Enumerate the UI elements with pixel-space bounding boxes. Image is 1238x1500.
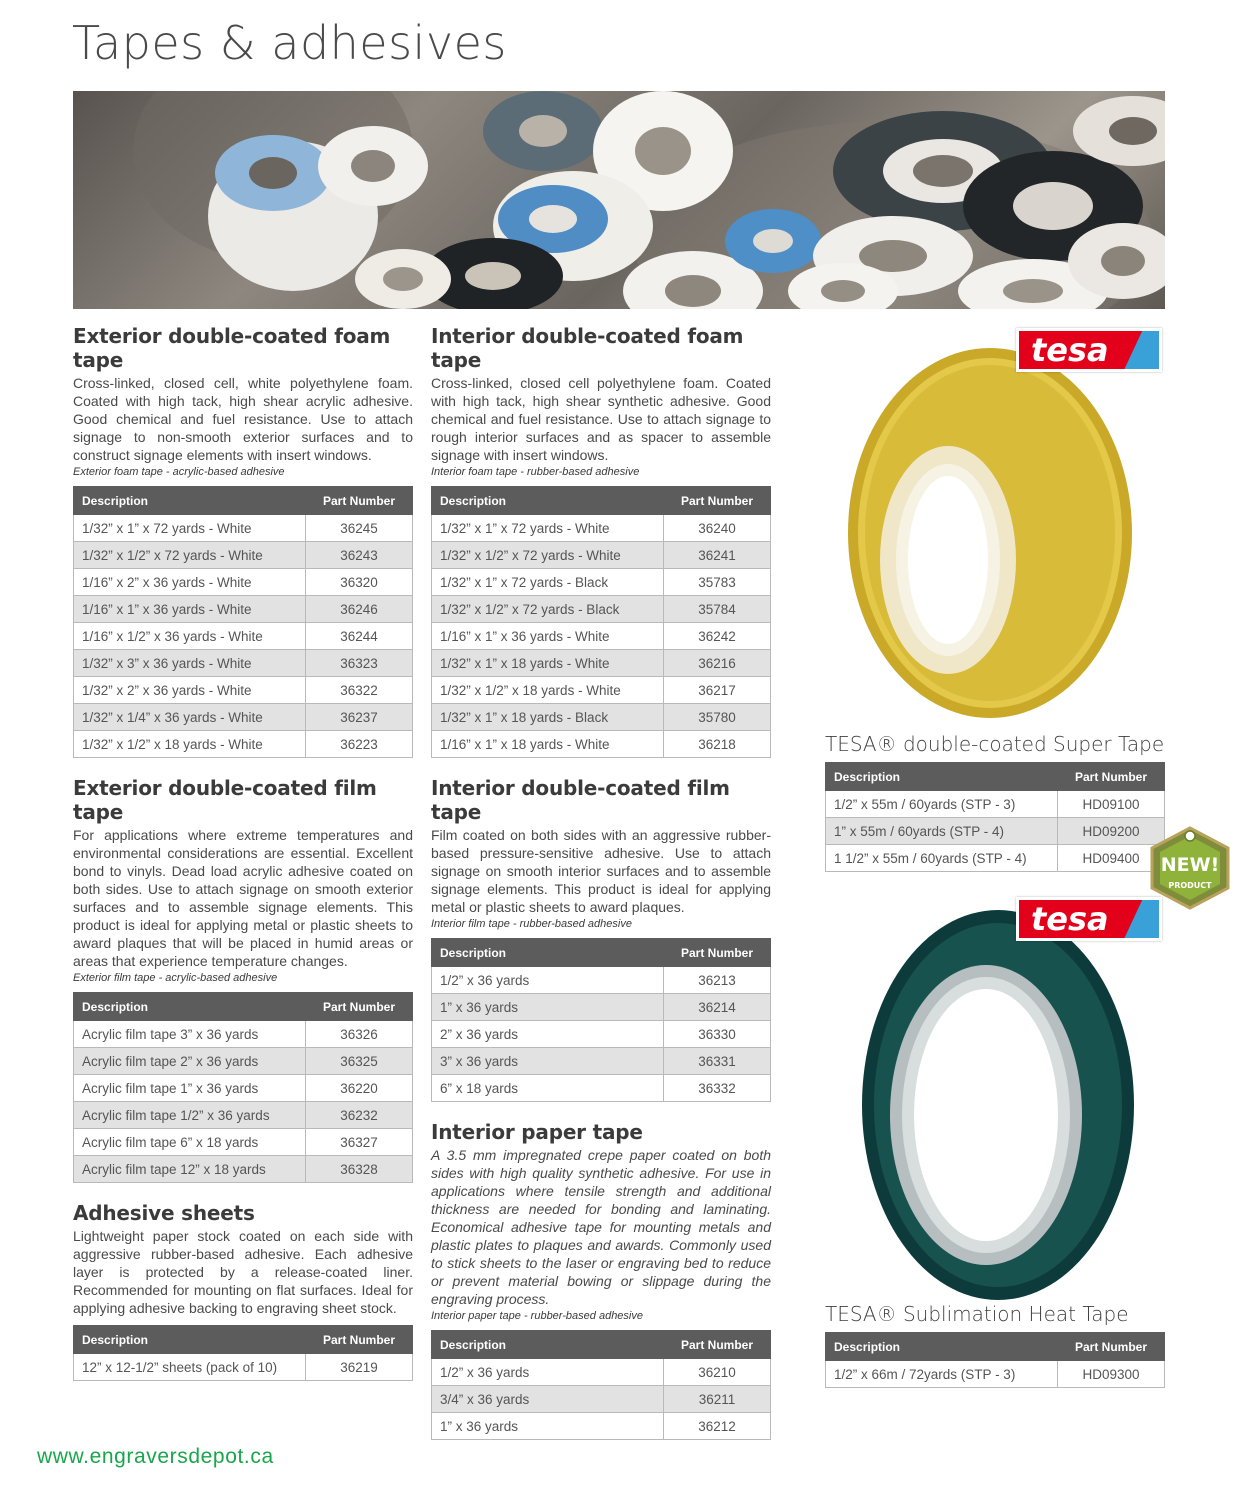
hero-image-tape-rolls: [73, 91, 1165, 309]
cell-description: 1/32” x 1/2” x 72 yards - White: [432, 542, 664, 569]
table-row: [432, 1413, 771, 1440]
interior-film-table: [431, 938, 771, 1102]
cell-part-number: 36232: [306, 1102, 413, 1129]
column-header-part-number: Part Number: [664, 487, 771, 515]
table-row: [432, 650, 771, 677]
tesa-super-section: [825, 732, 1165, 872]
cell-description: 1/32” x 1/4” x 36 yards - White: [74, 704, 306, 731]
cell-description: 1 1/2” x 55m / 60yards (STP - 4): [826, 845, 1058, 872]
table-header-row: [826, 1333, 1165, 1361]
cell-part-number: 36246: [306, 596, 413, 623]
cell-part-number: 36244: [306, 623, 413, 650]
interior-foam-note: Interior foam tape - rubber-based adhesive: [431, 466, 640, 478]
cell-part-number: 36331: [664, 1048, 771, 1075]
page-title: Tapes & adhesives: [72, 16, 507, 70]
table-row: [432, 1359, 771, 1386]
cell-description: 1/32” x 1/2” x 18 yards - White: [74, 731, 306, 758]
cell-part-number: 36245: [306, 515, 413, 542]
cell-part-number: HD09400: [1058, 845, 1165, 872]
cell-description: 1/32” x 1” x 18 yards - White: [432, 650, 664, 677]
cell-description: Acrylic film tape 6” x 18 yards: [74, 1129, 306, 1156]
cell-description: 1/32” x 1” x 72 yards - White: [74, 515, 306, 542]
table-row: [74, 569, 413, 596]
cell-part-number: 36214: [664, 994, 771, 1021]
cell-description: 3/4” x 36 yards: [432, 1386, 664, 1413]
table-row: [826, 845, 1165, 872]
tesa-super-title: TESA® double-coated Super Tape: [825, 732, 1165, 756]
column-middle: [431, 324, 771, 1458]
table-row: [74, 1102, 413, 1129]
cell-part-number: 36237: [306, 704, 413, 731]
cell-part-number: HD09100: [1058, 791, 1165, 818]
cell-part-number: 36223: [306, 731, 413, 758]
cell-part-number: 36220: [306, 1075, 413, 1102]
table-row: [432, 994, 771, 1021]
tesa-logo-top: [1016, 328, 1162, 372]
exterior-foam-section: [73, 324, 413, 758]
table-row: [74, 1156, 413, 1183]
interior-foam-description: Cross-linked, closed cell polyethylene foam. Coated with high tack, high shear synthetic adhesive. Good chemical and fuel resistance. Use to attach signage to rough interior surfaces and as spacer to assemble signage with insert windows.: [431, 375, 771, 463]
cell-description: 1/32” x 1” x 72 yards - White: [432, 515, 664, 542]
cell-part-number: 36212: [664, 1413, 771, 1440]
exterior-foam-heading: Exterior double-coated foam tape: [73, 324, 391, 372]
cell-part-number: 36322: [306, 677, 413, 704]
table-row: [826, 1361, 1165, 1388]
column-header-part-number: Part Number: [1058, 1333, 1165, 1361]
cell-part-number: 36320: [306, 569, 413, 596]
table-header-row: [74, 993, 413, 1021]
cell-part-number: HD09300: [1058, 1361, 1165, 1388]
table-row: [74, 1354, 413, 1381]
cell-part-number: 36241: [664, 542, 771, 569]
cell-part-number: 36242: [664, 623, 771, 650]
cell-description: 1” x 55m / 60yards (STP - 4): [826, 818, 1058, 845]
interior-foam-section: [431, 324, 771, 758]
column-header-part-number: Part Number: [306, 1326, 413, 1354]
cell-part-number: 36326: [306, 1021, 413, 1048]
new-badge-sublabel: PRODUCT: [1168, 881, 1212, 890]
cell-part-number: 36210: [664, 1359, 771, 1386]
exterior-film-heading: Exterior double-coated film tape: [73, 776, 377, 824]
cell-part-number: 36325: [306, 1048, 413, 1075]
table-row: [432, 542, 771, 569]
cell-description: 1/2” x 36 yards: [432, 1359, 664, 1386]
interior-foam-table: [431, 486, 771, 758]
cell-description: 1/16” x 1” x 36 yards - White: [432, 623, 664, 650]
cell-part-number: 35780: [664, 704, 771, 731]
table-row: [432, 1048, 771, 1075]
column-header-part-number: Part Number: [306, 993, 413, 1021]
cell-description: 1/32” x 1” x 72 yards - Black: [432, 569, 664, 596]
table-row: [432, 623, 771, 650]
cell-part-number: 36328: [306, 1156, 413, 1183]
table-row: [74, 704, 413, 731]
table-row: [432, 596, 771, 623]
table-row: [74, 1129, 413, 1156]
cell-description: 1/32” x 3” x 36 yards - White: [74, 650, 306, 677]
column-header-description: Description: [432, 939, 664, 967]
table-row: [74, 623, 413, 650]
table-row: [432, 1075, 771, 1102]
table-row: [432, 677, 771, 704]
table-row: [74, 515, 413, 542]
table-row: [74, 731, 413, 758]
tesa-logo-text: tesa: [1031, 900, 1109, 938]
cell-part-number: 36330: [664, 1021, 771, 1048]
yellow-tape-roll-icon: [840, 328, 1160, 728]
cell-description: 1/2” x 36 yards: [432, 967, 664, 994]
table-row: [432, 515, 771, 542]
interior-paper-heading: Interior paper tape: [431, 1120, 643, 1144]
cell-description: 1/16” x 1” x 18 yards - White: [432, 731, 664, 758]
tesa-heat-tape-image: [858, 905, 1148, 1305]
tesa-super-table: [825, 762, 1165, 872]
table-row: [432, 704, 771, 731]
column-header-description: Description: [432, 1331, 664, 1359]
adhesive-sheets-heading: Adhesive sheets: [73, 1201, 255, 1225]
cell-part-number: 35784: [664, 596, 771, 623]
exterior-film-description: For applications where extreme temperatures and environmental considerations are essential. Excellent bond to vinyls. Dead load acrylic adhesive coated on both sides. Use to attach signage on smooth exterior surfaces and to assemble signage elements. This product is ideal for applying metal or plastic sheets to award plaques that will be placed in humid areas or areas that experience temperature changes.: [73, 827, 413, 969]
cell-description: Acrylic film tape 2” x 36 yards: [74, 1048, 306, 1075]
column-header-description: Description: [826, 1333, 1058, 1361]
column-header-description: Description: [432, 487, 664, 515]
table-row: [826, 818, 1165, 845]
column-header-description: Description: [74, 993, 306, 1021]
cell-description: 1” x 36 yards: [432, 1413, 664, 1440]
exterior-foam-table: [73, 486, 413, 758]
cell-description: 1/32” x 2” x 36 yards - White: [74, 677, 306, 704]
cell-description: 2” x 36 yards: [432, 1021, 664, 1048]
column-header-part-number: Part Number: [306, 487, 413, 515]
cell-part-number: 36219: [306, 1354, 413, 1381]
tesa-logo-bottom: [1016, 897, 1162, 941]
cell-part-number: 36213: [664, 967, 771, 994]
interior-film-description: Film coated on both sides with an aggressive rubber-based pressure-sensitive adhesive. Use to attach signage on smooth interior surfaces and to assemble signage elements. This product is ideal for applying metal or plastic sheets to award plaques.: [431, 827, 771, 915]
tape-rolls-illustration: [73, 91, 1165, 309]
cell-part-number: 36323: [306, 650, 413, 677]
cell-description: 1/16” x 1/2” x 36 yards - White: [74, 623, 306, 650]
interior-film-section: [431, 776, 771, 1102]
cell-part-number: 36332: [664, 1075, 771, 1102]
table-row: [432, 731, 771, 758]
cell-description: 1/2” x 55m / 60yards (STP - 3): [826, 791, 1058, 818]
table-header-row: [432, 939, 771, 967]
adhesive-sheets-description: Lightweight paper stock coated on each side with aggressive rubber-based adhesive. Each adhesive layer is protected by a release-coated liner. Recommended for mounting on flat surfaces. Ideal for applying adhesive backing to engraving sheet stock.: [73, 1228, 413, 1316]
table-header-row: [74, 487, 413, 515]
interior-paper-description: A 3.5 mm impregnated crepe paper coated on both sides with high quality synthetic adhesive. For use in applications where tensile strength and additional thickness are needed for bonding and laminating. Economical adhesive tape for mounting metals and plastic plates to plaques and awards. Commonly used to stick sheets to the laser or engraving bed to reduce or prevent material bowing or slippage during the engraving process.: [431, 1147, 771, 1307]
table-row: [74, 677, 413, 704]
column-left: [73, 324, 413, 1399]
interior-film-note: Interior film tape - rubber-based adhesive: [431, 918, 632, 930]
cell-part-number: 36218: [664, 731, 771, 758]
tesa-logo-stripe: [1117, 328, 1162, 372]
exterior-foam-note: Exterior foam tape - acrylic-based adhesive: [73, 466, 285, 478]
cell-description: 1/32” x 1/2” x 18 yards - White: [432, 677, 664, 704]
table-row: [74, 1075, 413, 1102]
tesa-logo-stripe: [1117, 897, 1162, 941]
table-row: [74, 650, 413, 677]
cell-part-number: 36217: [664, 677, 771, 704]
table-row: [432, 967, 771, 994]
adhesive-sheets-section: [73, 1201, 413, 1381]
table-row: [432, 569, 771, 596]
interior-paper-section: [431, 1120, 771, 1440]
table-row: [74, 1048, 413, 1075]
cell-part-number: 35783: [664, 569, 771, 596]
cell-description: 3” x 36 yards: [432, 1048, 664, 1075]
cell-description: 1/32” x 1/2” x 72 yards - White: [74, 542, 306, 569]
footer-website-link[interactable]: www.engraversdepot.ca: [37, 1445, 274, 1468]
adhesive-sheets-table: [73, 1325, 413, 1381]
exterior-film-note: Exterior film tape - acrylic-based adhesive: [73, 972, 278, 984]
table-row: [74, 596, 413, 623]
cell-description: 1/2” x 66m / 72yards (STP - 3): [826, 1361, 1058, 1388]
table-row: [432, 1021, 771, 1048]
interior-foam-heading: Interior double-coated foam tape: [431, 324, 744, 372]
cell-part-number: 36327: [306, 1129, 413, 1156]
cell-part-number: 36216: [664, 650, 771, 677]
cell-description: 12” x 12-1/2” sheets (pack of 10): [74, 1354, 306, 1381]
cell-part-number: 36240: [664, 515, 771, 542]
cell-description: Acrylic film tape 12” x 18 yards: [74, 1156, 306, 1183]
cell-description: 1/32” x 1/2” x 72 yards - Black: [432, 596, 664, 623]
cell-description: 1” x 36 yards: [432, 994, 664, 1021]
cell-part-number: HD09200: [1058, 818, 1165, 845]
table-row: [74, 542, 413, 569]
cell-description: Acrylic film tape 3” x 36 yards: [74, 1021, 306, 1048]
tesa-heat-table: [825, 1332, 1165, 1388]
cell-description: 6” x 18 yards: [432, 1075, 664, 1102]
tesa-logo-text: tesa: [1031, 331, 1109, 369]
tesa-heat-title: TESA® Sublimation Heat Tape: [825, 1302, 1129, 1326]
interior-paper-table: [431, 1330, 771, 1440]
green-tape-roll-icon: [858, 905, 1148, 1305]
column-header-part-number: Part Number: [1058, 763, 1165, 791]
cell-description: 1/16” x 1” x 36 yards - White: [74, 596, 306, 623]
cell-part-number: 36243: [306, 542, 413, 569]
table-row: [826, 791, 1165, 818]
tesa-super-tape-image: [840, 328, 1160, 728]
table-row: [432, 1386, 771, 1413]
exterior-film-section: [73, 776, 413, 1183]
tesa-heat-section: [825, 1302, 1165, 1388]
cell-description: 1/32” x 1” x 18 yards - Black: [432, 704, 664, 731]
table-header-row: [432, 487, 771, 515]
column-header-description: Description: [74, 487, 306, 515]
exterior-film-table: [73, 992, 413, 1183]
table-header-row: [74, 1326, 413, 1354]
cell-part-number: 36211: [664, 1386, 771, 1413]
column-header-description: Description: [74, 1326, 306, 1354]
exterior-foam-description: Cross-linked, closed cell, white polyethylene foam. Coated with high tack, high shear acrylic adhesive. Good chemical and fuel resistance. Use to attach signage to non-smooth exterior surfaces and to construct signage elements with insert windows.: [73, 375, 413, 463]
table-header-row: [432, 1331, 771, 1359]
table-row: [74, 1021, 413, 1048]
cell-description: 1/16” x 2” x 36 yards - White: [74, 569, 306, 596]
column-header-part-number: Part Number: [664, 1331, 771, 1359]
cell-description: Acrylic film tape 1/2” x 36 yards: [74, 1102, 306, 1129]
interior-paper-note: Interior paper tape - rubber-based adhesive: [431, 1310, 643, 1322]
interior-film-heading: Interior double-coated film tape: [431, 776, 730, 824]
new-badge-label: NEW!: [1160, 854, 1220, 876]
table-header-row: [826, 763, 1165, 791]
cell-description: Acrylic film tape 1” x 36 yards: [74, 1075, 306, 1102]
column-header-part-number: Part Number: [664, 939, 771, 967]
column-header-description: Description: [826, 763, 1058, 791]
